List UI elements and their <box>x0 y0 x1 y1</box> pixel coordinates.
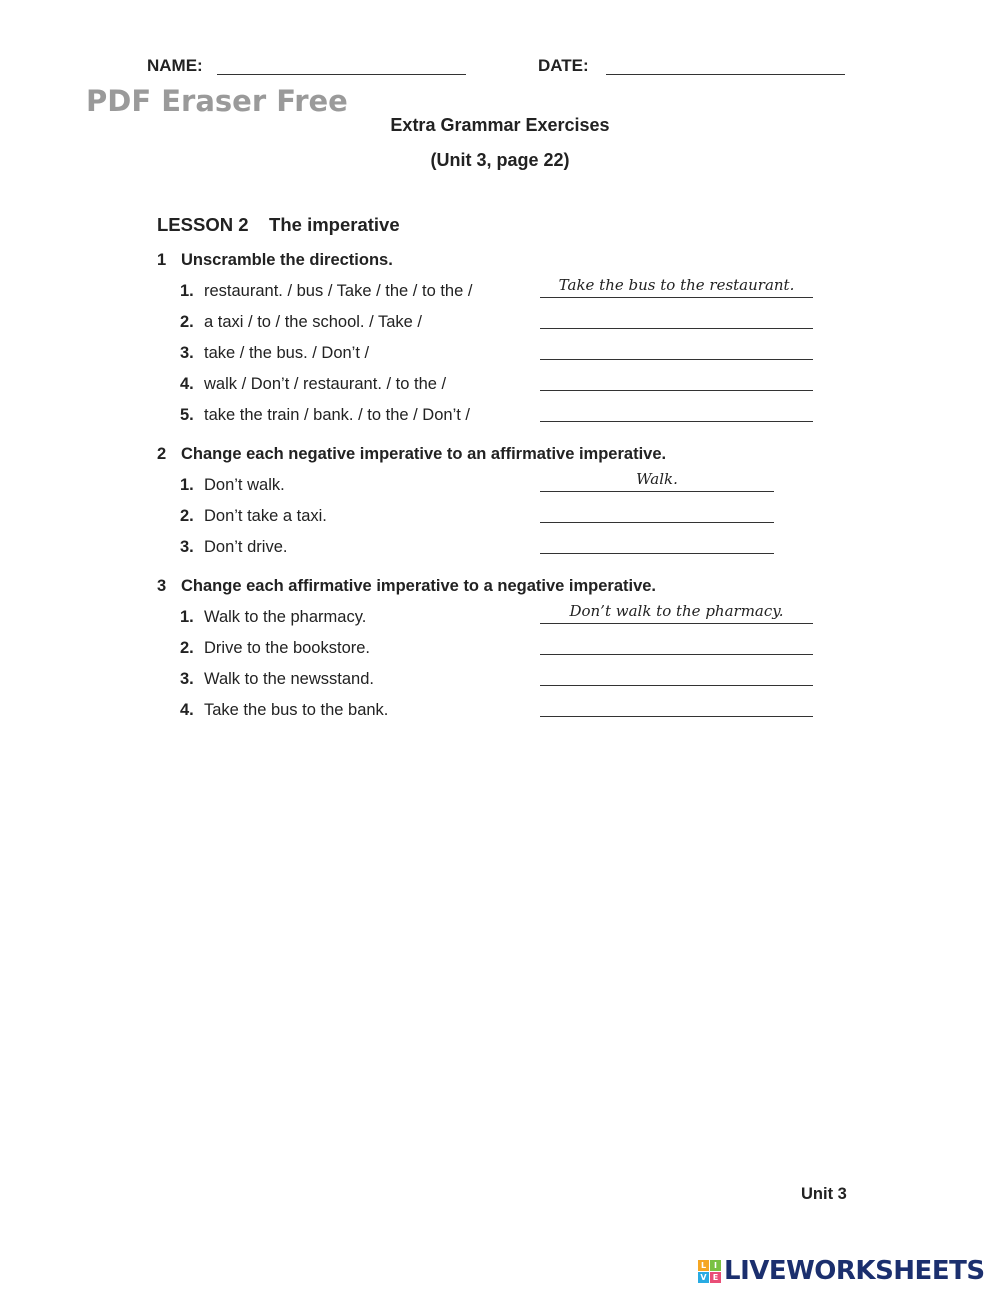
list-item <box>180 344 369 363</box>
list-item <box>180 282 472 301</box>
logo-tile: E <box>710 1272 721 1283</box>
section-instruction: Change each affirmative imperative to a negative imperative. <box>181 577 657 595</box>
answer-line[interactable] <box>540 390 813 391</box>
footer-unit-label: Unit 3 <box>801 1185 847 1203</box>
item-number: 3. <box>180 670 194 688</box>
item-text: Take the bus to the bank. <box>204 701 389 719</box>
answer-line[interactable] <box>540 297 813 298</box>
answer-line[interactable] <box>540 654 813 655</box>
answer-line[interactable] <box>540 421 813 422</box>
section-instruction: Unscramble the directions. <box>181 251 393 269</box>
item-text: Walk to the newsstand. <box>204 670 374 688</box>
answer-line[interactable] <box>540 328 813 329</box>
answer-text: Walk. <box>636 470 678 488</box>
liveworksheets-brand <box>698 1256 985 1286</box>
answer-line[interactable] <box>540 359 813 360</box>
list-item <box>180 406 470 425</box>
list-item <box>180 476 285 495</box>
lesson-heading: LESSON 2 The imperative <box>157 214 400 235</box>
date-field[interactable] <box>606 74 845 75</box>
name-field[interactable] <box>217 74 466 75</box>
answer-line[interactable] <box>540 491 774 492</box>
list-item <box>180 639 370 658</box>
item-number: 3. <box>180 344 194 362</box>
list-item <box>180 375 446 394</box>
answer-text: Take the bus to the restaurant. <box>558 276 795 294</box>
item-number: 2. <box>180 313 194 331</box>
page-subtitle: (Unit 3, page 22) <box>430 150 570 170</box>
item-text: walk / Don’t / restaurant. / to the / <box>204 375 447 393</box>
section-1-heading <box>157 251 393 270</box>
date-label: DATE: <box>538 56 589 75</box>
logo-tile: L <box>698 1260 709 1271</box>
item-text: restaurant. / bus / Take / the / to the / <box>204 282 473 300</box>
item-number: 5. <box>180 406 194 424</box>
answer-line[interactable] <box>540 685 813 686</box>
list-item <box>180 701 388 720</box>
logo-tile: I <box>710 1260 721 1271</box>
page-title: Extra Grammar Exercises <box>390 115 610 135</box>
list-item <box>180 670 374 689</box>
answer-line[interactable] <box>540 522 774 523</box>
item-text: Drive to the bookstore. <box>204 639 370 657</box>
item-text: a taxi / to / the school. / Take / <box>204 313 422 331</box>
item-text: Don’t take a taxi. <box>204 507 327 525</box>
list-item <box>180 313 422 332</box>
name-label: NAME: <box>147 56 203 75</box>
section-2-heading <box>157 445 666 464</box>
liveworksheets-logo-icon <box>698 1260 721 1283</box>
section-instruction: Change each negative imperative to an affirmative imperative. <box>181 445 667 463</box>
item-text: Don’t drive. <box>204 538 288 556</box>
item-number: 3. <box>180 538 194 556</box>
section-number: 1 <box>157 251 167 269</box>
item-number: 1. <box>180 282 194 300</box>
answer-line[interactable] <box>540 623 813 624</box>
list-item <box>180 608 366 627</box>
answer-line[interactable] <box>540 716 813 717</box>
logo-tile: V <box>698 1272 709 1283</box>
item-number: 1. <box>180 476 194 494</box>
section-number: 2 <box>157 445 167 463</box>
item-number: 2. <box>180 639 194 657</box>
brand-name: LIVEWORKSHEETS <box>724 1256 985 1286</box>
item-text: take / the bus. / Don’t / <box>204 344 370 362</box>
section-3-heading <box>157 577 656 596</box>
item-text: Walk to the pharmacy. <box>204 608 367 626</box>
list-item <box>180 538 287 557</box>
item-text: take the train / bank. / to the / Don’t / <box>204 406 470 424</box>
item-number: 1. <box>180 608 194 626</box>
item-number: 4. <box>180 701 194 719</box>
section-number: 3 <box>157 577 167 595</box>
watermark: PDF Eraser Free <box>86 84 348 118</box>
list-item <box>180 507 327 526</box>
answer-text: Don’t walk to the pharmacy. <box>569 602 784 620</box>
item-number: 4. <box>180 375 194 393</box>
item-text: Don’t walk. <box>204 476 285 494</box>
answer-line[interactable] <box>540 553 774 554</box>
item-number: 2. <box>180 507 194 525</box>
